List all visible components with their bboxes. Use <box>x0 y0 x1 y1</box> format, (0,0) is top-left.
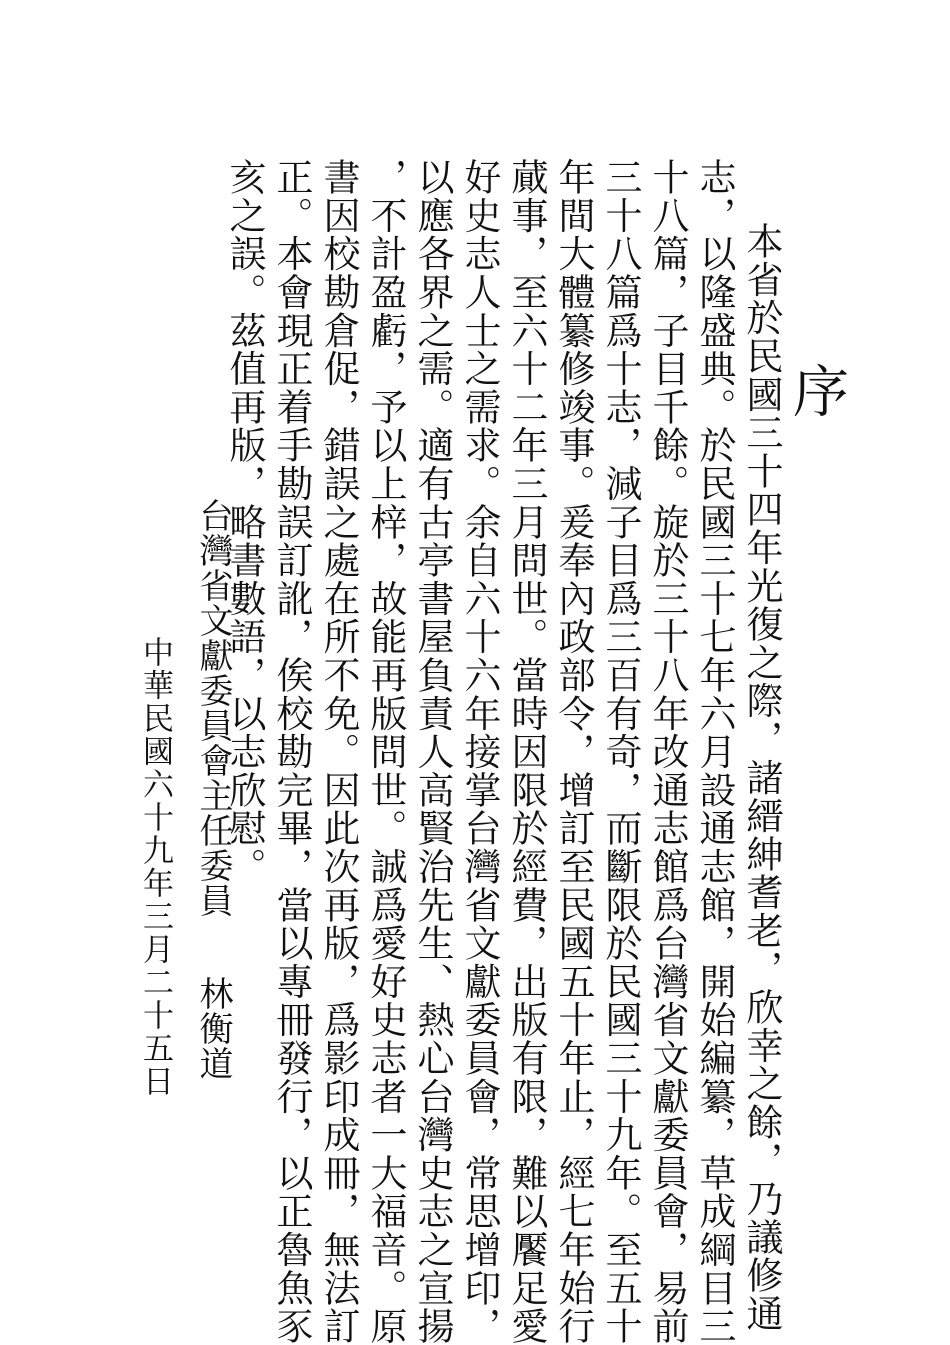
preface-column-3: 十八篇，子目千餘。旋於三十八年改通志館爲台灣省文獻委員會，易前 <box>646 158 689 1345</box>
preface-column-7: 好史志人士之需求。余自六十六年接掌台灣省文獻委員會，常思增印， <box>458 158 501 1345</box>
preface-column-5: 年間大體纂修竣事。爰奉內政部令，增訂至民國五十年止，經七年始行 <box>552 158 595 1345</box>
preface-title: 序 <box>784 362 849 418</box>
preface-date: 中華民國六十九年三月二十五日 <box>137 636 173 1098</box>
signature-name: 林衡道 <box>193 976 233 1081</box>
signature-organization: 台灣省文獻委員會主任委員 <box>193 498 233 918</box>
preface-column-11: 正。本會現正着手勘誤訂訛，俟校勘完畢，當以專冊發行，以正魯魚豕 <box>270 158 313 1345</box>
preface-column-8: 以應各界之需。適有古亭書屋負責人高賢治先生、熱心台灣史志之宣揚 <box>411 158 454 1345</box>
preface-column-12: 亥之誤。茲值再版，略書數語，以志欣慰。 <box>223 158 266 886</box>
preface-column-4: 三十八篇爲十志，減子目爲三百有奇，而斷限於民國三十九年。至五十 <box>599 158 642 1345</box>
preface-column-6: 蕆事，至六十二年三月問世。當時因限於經費，出版有限，難以饜足愛 <box>505 158 548 1345</box>
preface-column-10: 書因校勘倉促，錯誤之處在所不免。因此次再版，爲影印成冊，無法訂 <box>317 158 360 1345</box>
preface-column-2: 志，以隆盛典。於民國三十七年六月設通志館，開始編纂，草成綱目三 <box>693 158 736 1345</box>
preface-column-1: 本省於民國三十四年光復之際，諸縉紳耆老，欣幸之餘，乃議修通 <box>740 222 783 1333</box>
preface-column-9: ，不計盈虧，予以上梓，故能再版問世。誠爲愛好史志者一大福音。原 <box>364 158 407 1345</box>
